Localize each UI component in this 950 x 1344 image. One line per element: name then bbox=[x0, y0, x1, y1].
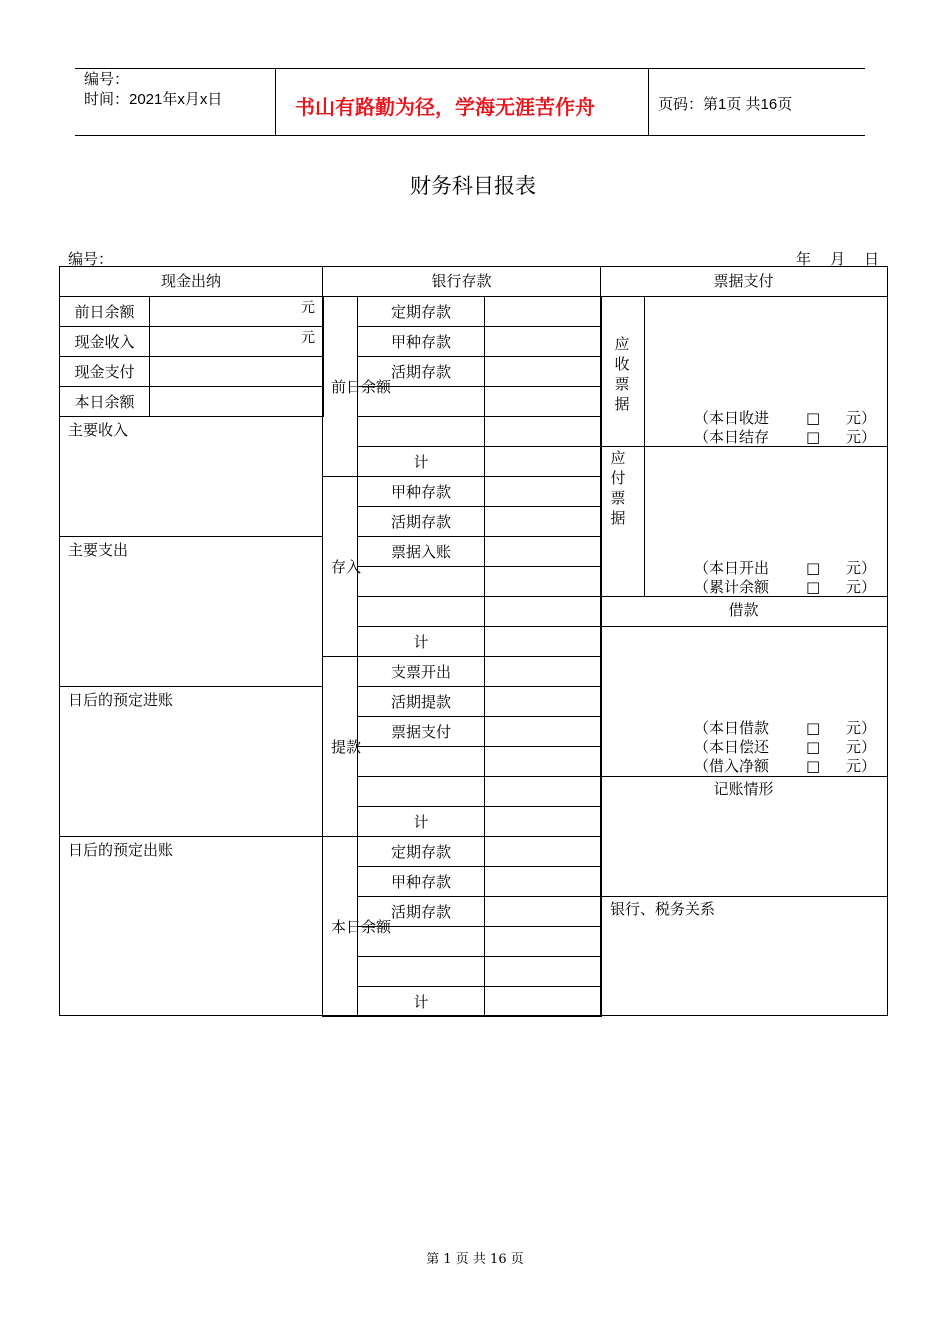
note-unit: 元） bbox=[846, 738, 877, 756]
bank-value-cell[interactable] bbox=[485, 687, 602, 717]
bank-group-withdrawal: 提款 bbox=[331, 737, 362, 756]
section-cash: 现金出纳 bbox=[160, 272, 221, 290]
bank-value-cell[interactable] bbox=[485, 327, 602, 357]
note-label: （借入净额 bbox=[694, 757, 770, 775]
bank-group-previous-balance: 前日余额 bbox=[331, 377, 392, 396]
bank-subtotal-label: 计 bbox=[358, 447, 485, 477]
bank-value-cell[interactable] bbox=[485, 777, 602, 807]
header-divider bbox=[648, 68, 649, 136]
table-row bbox=[323, 747, 602, 777]
bank-item-label: 甲种存款 bbox=[358, 477, 485, 507]
note-row bbox=[694, 559, 876, 578]
cash-block-rule bbox=[59, 536, 323, 537]
cash-row-label: 现金支付 bbox=[60, 357, 150, 387]
section-bills: 票据支付 bbox=[713, 272, 774, 290]
table-row bbox=[323, 627, 602, 657]
bank-subtotal-label: 计 bbox=[358, 987, 485, 1017]
bank-subtotal-label: 计 bbox=[358, 627, 485, 657]
table-row bbox=[323, 687, 602, 717]
table-row bbox=[60, 297, 324, 327]
bank-value-cell[interactable] bbox=[485, 297, 602, 327]
note-unit: 元） bbox=[846, 409, 877, 427]
cash-row-label: 前日余额 bbox=[60, 297, 150, 327]
checkbox-icon[interactable]: □ bbox=[806, 757, 821, 775]
bank-value-cell[interactable] bbox=[485, 477, 602, 507]
note-unit: 元） bbox=[846, 559, 877, 577]
bank-item-label: 票据支付 bbox=[358, 717, 485, 747]
bank-item-label: 活期存款 bbox=[358, 507, 485, 537]
bank-item-label: 支票开出 bbox=[358, 657, 485, 687]
bank-item-label bbox=[358, 777, 485, 807]
table-row bbox=[323, 837, 602, 867]
bank-item-label: 票据入账 bbox=[358, 537, 485, 567]
bank-item-label: 定期存款 bbox=[358, 297, 485, 327]
table-row bbox=[323, 447, 602, 477]
header-top-rule bbox=[75, 68, 865, 69]
payable-bills-label: 应付票据 bbox=[610, 449, 626, 527]
table-row bbox=[323, 867, 602, 897]
bank-item-label: 甲种存款 bbox=[358, 867, 485, 897]
table-row bbox=[323, 987, 602, 1017]
cash-block-rule bbox=[59, 836, 323, 837]
note-label: （本日偿还 bbox=[694, 738, 770, 756]
unit-label: 元 bbox=[301, 300, 315, 316]
bills-rule bbox=[600, 896, 887, 897]
bank-item-label: 定期存款 bbox=[358, 837, 485, 867]
bank-group-label bbox=[323, 657, 362, 837]
table-row bbox=[323, 657, 602, 687]
bank-value-cell[interactable] bbox=[485, 897, 602, 927]
future-income-label: 日后的预定进账 bbox=[68, 691, 174, 709]
bank-item-label bbox=[358, 597, 485, 627]
bank-value-cell[interactable] bbox=[485, 957, 602, 987]
table-row bbox=[323, 417, 602, 447]
checkbox-icon[interactable]: □ bbox=[806, 738, 821, 756]
bank-value-cell[interactable] bbox=[485, 417, 602, 447]
page-footer: 第 1 页 共 16 页 bbox=[426, 1252, 524, 1267]
header-motto: 书山有路勤为径，学海无涯苦作舟 bbox=[295, 97, 595, 119]
bank-value-cell[interactable] bbox=[485, 837, 602, 867]
table-row bbox=[323, 597, 602, 627]
bank-group-label bbox=[323, 297, 392, 477]
table-row bbox=[323, 507, 602, 537]
note-label: （本日开出 bbox=[694, 559, 770, 577]
cash-value-cell[interactable] bbox=[150, 327, 324, 357]
cash-value-cell[interactable] bbox=[150, 387, 324, 417]
bank-table bbox=[322, 296, 602, 1017]
bank-value-cell[interactable] bbox=[485, 537, 602, 567]
bank-value-cell[interactable] bbox=[485, 447, 602, 477]
bank-tax-relations-label: 银行、税务关系 bbox=[610, 900, 716, 918]
note-label: （本日借款 bbox=[694, 719, 770, 737]
bank-group-deposit: 存入 bbox=[331, 557, 362, 576]
note-label: （累计余额 bbox=[694, 578, 770, 596]
header-divider bbox=[275, 68, 276, 136]
table-row bbox=[323, 477, 602, 507]
table-row bbox=[60, 357, 324, 387]
bank-item-label bbox=[358, 747, 485, 777]
note-unit: 元） bbox=[846, 757, 877, 775]
note-row bbox=[694, 719, 876, 738]
bills-rule bbox=[600, 626, 887, 627]
bank-value-cell[interactable] bbox=[485, 507, 602, 537]
table-row bbox=[60, 327, 324, 357]
bills-label-divider bbox=[644, 296, 645, 597]
header-page-info: 页码：第1页 共16页 bbox=[658, 96, 793, 113]
bank-value-cell[interactable] bbox=[485, 867, 602, 897]
bank-item-label bbox=[358, 957, 485, 987]
bank-value-cell[interactable] bbox=[485, 747, 602, 777]
bookkeeping-label: 记账情形 bbox=[713, 780, 774, 798]
note-row bbox=[694, 428, 876, 447]
bank-value-cell[interactable] bbox=[485, 807, 602, 837]
cash-balance-table bbox=[59, 296, 324, 417]
table-row bbox=[323, 807, 602, 837]
bank-subtotal-label: 计 bbox=[358, 807, 485, 837]
note-row bbox=[694, 409, 876, 428]
bank-value-cell[interactable] bbox=[485, 927, 602, 957]
cash-row-label: 现金收入 bbox=[60, 327, 150, 357]
cash-row-label: 本日余额 bbox=[60, 387, 150, 417]
bank-group-today-balance: 本日余额 bbox=[331, 917, 392, 936]
note-unit: 元） bbox=[846, 578, 877, 596]
future-expense-label: 日后的预定出账 bbox=[68, 841, 174, 859]
cash-value-cell[interactable] bbox=[150, 357, 324, 387]
note-row bbox=[694, 578, 876, 597]
header-time-label: 时间：2021年x月x日 bbox=[84, 91, 223, 108]
bank-value-cell[interactable] bbox=[485, 657, 602, 687]
cash-block-rule bbox=[59, 686, 323, 687]
header-bottom-rule bbox=[75, 135, 865, 136]
note-label: （本日收进 bbox=[694, 409, 770, 427]
note-label: （本日结存 bbox=[694, 428, 770, 446]
checkbox-icon[interactable]: □ bbox=[806, 578, 821, 596]
table-row bbox=[323, 327, 602, 357]
bank-value-cell[interactable] bbox=[485, 987, 602, 1017]
table-row bbox=[323, 717, 602, 747]
unit-label: 元 bbox=[301, 330, 315, 346]
table-row bbox=[323, 567, 602, 597]
bank-value-cell[interactable] bbox=[485, 567, 602, 597]
bank-group-label bbox=[323, 477, 362, 657]
form-number-label: 编号： bbox=[68, 250, 114, 268]
bank-item-label: 甲种存款 bbox=[358, 327, 485, 357]
table-row bbox=[323, 297, 602, 327]
bank-value-cell[interactable] bbox=[485, 597, 602, 627]
main-expense-label: 主要支出 bbox=[68, 541, 129, 559]
bank-item-label: 活期存款 bbox=[358, 897, 485, 927]
form-date-label: 年 月 日 bbox=[796, 250, 880, 268]
bank-item-label bbox=[358, 567, 485, 597]
cash-value-cell[interactable] bbox=[150, 297, 324, 327]
table-row bbox=[323, 537, 602, 567]
note-unit: 元） bbox=[846, 428, 877, 446]
header-number-label: 编号： bbox=[84, 71, 130, 88]
checkbox-icon[interactable]: □ bbox=[806, 409, 821, 427]
note-unit: 元） bbox=[846, 719, 877, 737]
loan-label: 借款 bbox=[728, 601, 759, 619]
note-row bbox=[694, 738, 876, 757]
bank-group-label bbox=[323, 837, 392, 1017]
checkbox-icon[interactable]: □ bbox=[806, 559, 821, 577]
bank-item-label bbox=[358, 417, 485, 447]
table-row bbox=[60, 387, 324, 417]
bills-rule bbox=[600, 776, 887, 777]
table-row bbox=[323, 957, 602, 987]
section-bank: 银行存款 bbox=[431, 272, 492, 290]
page-title: 财务科目报表 bbox=[410, 174, 536, 198]
bank-value-cell[interactable] bbox=[485, 387, 602, 417]
checkbox-icon[interactable]: □ bbox=[806, 428, 821, 446]
main-income-label: 主要收入 bbox=[68, 421, 129, 439]
bank-value-cell[interactable] bbox=[485, 357, 602, 387]
checkbox-icon[interactable]: □ bbox=[806, 719, 821, 737]
bank-item-label: 活期提款 bbox=[358, 687, 485, 717]
bank-value-cell[interactable] bbox=[485, 627, 602, 657]
table-row bbox=[323, 777, 602, 807]
note-row bbox=[694, 757, 876, 776]
receivable-bills-label: 应收票据 bbox=[614, 335, 630, 413]
bank-item-label: 活期存款 bbox=[358, 357, 485, 387]
bank-value-cell[interactable] bbox=[485, 717, 602, 747]
